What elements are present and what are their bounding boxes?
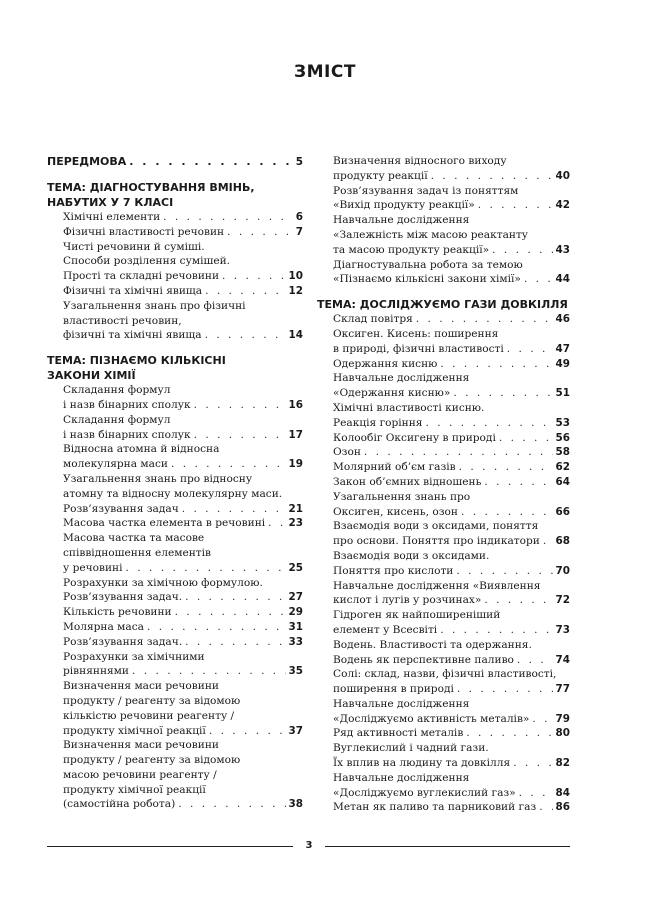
page-number: 3 bbox=[305, 840, 313, 851]
toc-entry-line: НАБУТИХ У 7 КЛАСІ bbox=[47, 196, 174, 209]
toc-entry-line: ЗАКОНИ ХІМІЇ bbox=[47, 369, 136, 383]
toc-page-number: 84 bbox=[555, 786, 570, 799]
dot-leader bbox=[492, 243, 552, 258]
toc-page-number: 56 bbox=[555, 431, 570, 444]
toc-entry-line: і назв бінарних сполук bbox=[63, 398, 191, 411]
toc-page-number: 44 bbox=[555, 273, 570, 286]
toc-entry-line: ТЕМА: ДОСЛІДЖУЄМО ГАЗИ ДОВКІЛЛЯ bbox=[317, 298, 568, 312]
toc-entry[interactable] bbox=[47, 590, 303, 605]
dot-leader bbox=[364, 445, 553, 460]
toc-page-number: 49 bbox=[555, 357, 570, 370]
toc-entry-line: (самостійна робота) bbox=[63, 798, 176, 811]
toc-section-heading[interactable] bbox=[47, 353, 303, 383]
toc-entry-line: продукту хімічної реакції bbox=[63, 724, 206, 737]
section-gap bbox=[317, 287, 570, 297]
toc-entry[interactable] bbox=[317, 800, 570, 815]
toc-entry[interactable] bbox=[317, 401, 570, 416]
dot-leader bbox=[507, 342, 553, 357]
dot-leader bbox=[532, 712, 552, 727]
toc-entry-line: кількістю речовини реагенту / bbox=[63, 709, 235, 722]
toc-entry-line: «Вихід продукту реакції» bbox=[333, 199, 475, 212]
toc-page-number: 62 bbox=[555, 461, 570, 474]
toc-entry-line: продукту / реагенту за відомою bbox=[63, 694, 241, 707]
toc-entry[interactable] bbox=[47, 284, 303, 299]
toc-page-number: 6 bbox=[295, 211, 303, 223]
toc-entry-line: Визначення відносного виходу bbox=[333, 155, 507, 167]
toc-page-number: 46 bbox=[555, 313, 570, 326]
dot-leader bbox=[209, 724, 286, 739]
dot-leader bbox=[182, 502, 286, 517]
dot-leader bbox=[517, 653, 553, 668]
toc-entry[interactable] bbox=[47, 679, 303, 738]
toc-entry[interactable] bbox=[47, 576, 303, 591]
toc-page-number: 64 bbox=[555, 475, 570, 488]
toc-entry-line: Фізичні властивості речовин bbox=[63, 225, 225, 238]
toc-page-number: 38 bbox=[288, 798, 303, 811]
dot-leader bbox=[453, 386, 552, 401]
dot-leader bbox=[519, 786, 553, 801]
toc-page-number: 66 bbox=[555, 505, 570, 518]
toc-entry[interactable] bbox=[317, 213, 570, 257]
toc-page-number: 53 bbox=[555, 416, 570, 429]
toc-page-number: 21 bbox=[288, 502, 303, 515]
toc-page-number: 43 bbox=[555, 243, 570, 256]
toc-entry[interactable] bbox=[317, 579, 570, 609]
dot-leader bbox=[185, 590, 285, 605]
toc-entry[interactable] bbox=[317, 697, 570, 727]
toc-entry-line: рівняннями bbox=[63, 665, 129, 678]
dot-leader bbox=[129, 154, 292, 169]
dot-leader bbox=[457, 682, 553, 697]
toc-entry-line: ТЕМА: ПІЗНАЄМО КІЛЬКІСНІ bbox=[47, 354, 226, 368]
toc-entry-line: елемент у Всесвіті bbox=[333, 623, 438, 636]
dot-leader bbox=[171, 457, 286, 472]
toc-entry-line: Розрахунки за хімічними bbox=[63, 650, 205, 663]
toc-entry-line: Вуглекислий і чадний гази. bbox=[333, 742, 489, 755]
toc-entry[interactable] bbox=[317, 653, 570, 668]
toc-entry-line: Колообіг Оксигену в природі bbox=[333, 431, 496, 444]
toc-entry-line: Розв’язування задач bbox=[63, 502, 179, 515]
toc-page-number: 80 bbox=[555, 727, 570, 740]
toc-entry[interactable] bbox=[47, 299, 303, 343]
dot-leader bbox=[185, 635, 285, 650]
toc-entry-line: Складання формул bbox=[63, 413, 171, 426]
toc-entry[interactable] bbox=[47, 442, 303, 472]
toc-entry-line: Поняття про кислоти bbox=[333, 564, 454, 577]
toc-entry[interactable] bbox=[317, 756, 570, 771]
toc-entry[interactable] bbox=[317, 416, 570, 431]
toc-entry[interactable] bbox=[317, 460, 570, 475]
toc-entry-line: Озон bbox=[333, 446, 361, 459]
dot-leader bbox=[205, 284, 285, 299]
dot-leader bbox=[194, 398, 286, 413]
toc-page-number: 31 bbox=[288, 620, 303, 633]
toc-entry-line: Закон об’ємних відношень bbox=[333, 475, 482, 488]
toc-entry-line: Розв’язування задач із поняттям bbox=[333, 184, 519, 197]
dot-leader bbox=[132, 664, 286, 679]
toc-entry-line: Ряд активності металів bbox=[333, 727, 464, 740]
toc-section-heading[interactable] bbox=[317, 297, 570, 312]
toc-entry-line: «Досліджуємо вуглекислий газ» bbox=[333, 786, 516, 799]
toc-entry-line: Визначення маси речовини bbox=[63, 680, 219, 693]
toc-entry-line: Їх вплив на людину та довкілля bbox=[333, 757, 511, 770]
toc-entry[interactable] bbox=[317, 638, 570, 653]
toc-entry-line: у речовині bbox=[63, 561, 123, 574]
toc-entry-line: Гідроген як найпоширеніший bbox=[333, 609, 501, 622]
dot-leader bbox=[147, 620, 286, 635]
dot-leader bbox=[163, 210, 293, 225]
toc-entry[interactable] bbox=[317, 741, 570, 756]
toc-entry[interactable] bbox=[47, 531, 303, 575]
toc-page-number: 33 bbox=[288, 635, 303, 648]
toc-page-number: 19 bbox=[288, 458, 303, 471]
section-gap bbox=[47, 170, 303, 180]
toc-entry-line: властивості речовин, bbox=[63, 314, 182, 327]
toc-entry[interactable] bbox=[317, 312, 570, 327]
toc-entry[interactable] bbox=[317, 608, 570, 638]
toc-page-number: 72 bbox=[555, 594, 570, 607]
toc-entry[interactable] bbox=[47, 635, 303, 650]
toc-page-number: 42 bbox=[555, 199, 570, 212]
toc-entry[interactable] bbox=[47, 502, 303, 517]
toc-entry-line: і назв бінарних сполук bbox=[63, 428, 191, 441]
toc-entry-line: Одержання кисню bbox=[333, 357, 438, 370]
dot-leader bbox=[416, 312, 553, 327]
toc-page-number: 86 bbox=[555, 801, 570, 814]
toc-entry[interactable] bbox=[317, 726, 570, 741]
toc-entry[interactable] bbox=[47, 620, 303, 635]
toc-entry[interactable] bbox=[317, 667, 570, 697]
toc-entry[interactable] bbox=[317, 327, 570, 357]
toc-entry-line: Солі: склад, назви, фізичні властивості, bbox=[333, 668, 557, 681]
toc-entry-line: продукту / реагенту за відомою bbox=[63, 754, 241, 767]
toc-entry[interactable] bbox=[47, 605, 303, 620]
toc-entry-line: Складання формул bbox=[63, 384, 171, 397]
toc-page-number: 51 bbox=[555, 387, 570, 400]
toc-entry-line: Способи розділення сумішей. bbox=[63, 255, 231, 268]
toc-page-number: 68 bbox=[555, 535, 570, 548]
toc-page-number: 79 bbox=[555, 712, 570, 725]
toc-entry[interactable] bbox=[317, 771, 570, 801]
dot-leader bbox=[456, 564, 552, 579]
toc-entry-line: Навчальне дослідження bbox=[333, 214, 470, 227]
toc-entry[interactable] bbox=[47, 650, 303, 680]
toc-entry-line: Водень. Властивості та одержання. bbox=[333, 638, 532, 651]
toc-section-heading[interactable] bbox=[47, 154, 303, 170]
toc-page-number: 74 bbox=[555, 653, 570, 666]
toc-entry[interactable] bbox=[317, 475, 570, 490]
toc-entry-line: Молярна маса bbox=[63, 620, 144, 633]
dot-leader bbox=[205, 328, 286, 343]
dot-leader bbox=[178, 797, 285, 812]
toc-page-number: 16 bbox=[288, 398, 303, 411]
toc-entry-line: Кількість речовини bbox=[63, 606, 172, 619]
toc-entry-line: Навчальне дослідження «Виявлення bbox=[333, 579, 541, 592]
dot-leader bbox=[126, 561, 286, 576]
dot-leader bbox=[459, 460, 553, 475]
toc-entry-line: ПЕРЕДМОВА bbox=[47, 155, 127, 168]
toc-page-number: 37 bbox=[288, 724, 303, 737]
toc-entry[interactable] bbox=[317, 258, 570, 288]
toc-entry-line: «Досліджуємо активність металів» bbox=[333, 712, 530, 725]
dot-leader bbox=[268, 516, 285, 531]
toc-right-column bbox=[317, 154, 570, 815]
page-title: ЗМІСТ bbox=[294, 62, 356, 82]
dot-leader bbox=[524, 272, 553, 287]
toc-page-number: 73 bbox=[555, 623, 570, 636]
toc-entry-line: Хімічні властивості кисню. bbox=[333, 401, 485, 414]
dot-leader bbox=[440, 623, 552, 638]
toc-entry[interactable] bbox=[317, 549, 570, 564]
toc-entry[interactable] bbox=[47, 240, 303, 255]
dot-leader bbox=[194, 428, 286, 443]
toc-page-number: 17 bbox=[288, 428, 303, 441]
toc-entry-line: Розв’язування задач. bbox=[63, 635, 183, 648]
toc-entry-line: Узагальнення знань про bbox=[333, 490, 471, 503]
toc-entry-line: Метан як паливо та парниковий газ bbox=[333, 801, 537, 814]
toc-entry-line: Фізичні та хімічні явища bbox=[63, 284, 203, 297]
toc-entry[interactable] bbox=[317, 154, 570, 184]
toc-entry-line: поширення в природі bbox=[333, 683, 454, 696]
dot-leader bbox=[175, 605, 286, 620]
toc-entry-line: та масою продукту реакції» bbox=[333, 243, 490, 256]
toc-entry[interactable] bbox=[317, 371, 570, 401]
toc-page-number: 77 bbox=[555, 683, 570, 696]
footer-rule-right bbox=[325, 846, 570, 847]
toc-left-column bbox=[47, 154, 303, 812]
toc-section-heading[interactable] bbox=[47, 180, 303, 210]
toc-page-number: 25 bbox=[288, 561, 303, 574]
toc-entry[interactable] bbox=[47, 383, 303, 413]
toc-entry-line: продукту хімічної реакції bbox=[63, 783, 206, 796]
toc-entry-line: Розв’язування задач. bbox=[63, 591, 183, 604]
dot-leader bbox=[227, 225, 293, 240]
toc-entry-line: Реакція горіння bbox=[333, 416, 423, 429]
toc-entry-line: Водень як перспективне паливо bbox=[333, 653, 514, 666]
toc-entry[interactable] bbox=[317, 184, 570, 214]
toc-entry[interactable] bbox=[317, 519, 570, 549]
dot-leader bbox=[222, 269, 286, 284]
dot-leader bbox=[461, 505, 553, 520]
toc-entry-line: Визначення маси речовини bbox=[63, 739, 219, 752]
dot-leader bbox=[484, 593, 552, 608]
toc-entry-line: Чисті речовини й суміші. bbox=[63, 240, 205, 253]
toc-entry[interactable] bbox=[47, 269, 303, 284]
toc-entry-line: продукту реакції bbox=[333, 169, 428, 182]
toc-entry[interactable] bbox=[317, 357, 570, 372]
toc-entry-line: Навчальне дослідження bbox=[333, 697, 470, 710]
toc-entry-line: ТЕМА: ДІАГНОСТУВАННЯ ВМІНЬ, bbox=[47, 181, 255, 194]
toc-entry-line: Молярний об’єм газів bbox=[333, 461, 456, 474]
toc-entry-line: «Залежність між масою реактанту bbox=[333, 228, 529, 241]
toc-entry[interactable] bbox=[317, 445, 570, 460]
toc-page-number: 47 bbox=[555, 342, 570, 355]
toc-page-number: 35 bbox=[288, 665, 303, 678]
toc-entry-line: Взаємодія води з оксидами, поняття bbox=[333, 520, 539, 533]
toc-page-number: 23 bbox=[288, 517, 303, 530]
toc-entry-line: в природі, фізичні властивості bbox=[333, 342, 504, 355]
dot-leader bbox=[440, 357, 552, 372]
toc-entry-line: Діагностувальна робота за темою bbox=[333, 258, 523, 271]
toc-entry[interactable] bbox=[317, 431, 570, 446]
toc-page-number: 40 bbox=[555, 169, 570, 182]
toc-page-number: 10 bbox=[288, 270, 303, 283]
toc-entry-line: Узагальнення знань про відносну bbox=[63, 472, 253, 485]
toc-page-number: 29 bbox=[288, 606, 303, 619]
toc-entry[interactable] bbox=[317, 564, 570, 579]
toc-entry-line: Навчальне дослідження bbox=[333, 372, 470, 385]
toc-entry-line: Хімічні елементи bbox=[63, 211, 161, 223]
toc-entry[interactable] bbox=[47, 254, 303, 269]
toc-entry-line: Оксиген. Кисень: поширення bbox=[333, 327, 499, 340]
toc-entry[interactable] bbox=[47, 472, 303, 502]
toc-entry-line: про основи. Поняття про індикатори bbox=[333, 535, 540, 548]
toc-page-number: 7 bbox=[295, 225, 303, 238]
toc-entry[interactable] bbox=[47, 225, 303, 240]
toc-entry-line: Розрахунки за хімічною формулою. bbox=[63, 576, 263, 589]
toc-entry-line: Узагальнення знань про фізичні bbox=[63, 299, 246, 312]
toc-entry-line: «Пізнаємо кількісні закони хімії» bbox=[333, 273, 521, 286]
toc-page-number: 14 bbox=[288, 329, 303, 342]
toc-entry-line: Навчальне дослідження bbox=[333, 771, 470, 784]
toc-entry-line: Масова частка та масове bbox=[63, 532, 205, 545]
toc-entry-line: Масова частка елемента в речовині bbox=[63, 517, 266, 530]
dot-leader bbox=[478, 198, 553, 213]
toc-entry[interactable] bbox=[317, 490, 570, 520]
dot-leader bbox=[539, 800, 552, 815]
dot-leader bbox=[426, 416, 553, 431]
toc-page-number: 58 bbox=[555, 446, 570, 459]
toc-entry-line: Склад повітря bbox=[333, 313, 413, 326]
dot-leader bbox=[499, 431, 553, 446]
dot-leader bbox=[431, 169, 553, 184]
toc-entry-line: молекулярна маси bbox=[63, 458, 168, 471]
dot-leader bbox=[466, 726, 552, 741]
toc-entry-line: Взаємодія води з оксидами. bbox=[333, 549, 490, 562]
toc-page-number: 5 bbox=[295, 156, 303, 168]
toc-entry[interactable] bbox=[47, 413, 303, 443]
toc-entry-line: масою речовини реагенту / bbox=[63, 768, 217, 781]
dot-leader bbox=[513, 756, 552, 771]
toc-entry-line: атомну та відносну молекулярну маси. bbox=[63, 487, 283, 500]
toc-page-number: 27 bbox=[288, 591, 303, 604]
toc-entry-line: Відносна атомна й відносна bbox=[63, 443, 220, 456]
toc-page-number: 70 bbox=[555, 564, 570, 577]
toc-entry[interactable] bbox=[47, 516, 303, 531]
toc-page-number: 82 bbox=[555, 757, 570, 770]
toc-entry[interactable] bbox=[47, 738, 303, 812]
toc-page-number: 12 bbox=[288, 284, 303, 297]
toc-entry[interactable] bbox=[47, 210, 303, 225]
section-gap bbox=[47, 343, 303, 353]
toc-entry-line: кислот і лугів у розчинах» bbox=[333, 594, 482, 607]
toc-entry-line: Оксиген, кисень, озон bbox=[333, 505, 458, 518]
footer-rule-left bbox=[47, 846, 293, 847]
toc-entry-line: співвідношення елементів bbox=[63, 546, 212, 559]
toc-entry-line: «Одержання кисню» bbox=[333, 387, 451, 400]
dot-leader bbox=[543, 534, 553, 549]
toc-entry-line: фізичні та хімічні явища bbox=[63, 329, 202, 342]
toc-entry-line: Прості та складні речовини bbox=[63, 270, 220, 283]
dot-leader bbox=[484, 475, 552, 490]
